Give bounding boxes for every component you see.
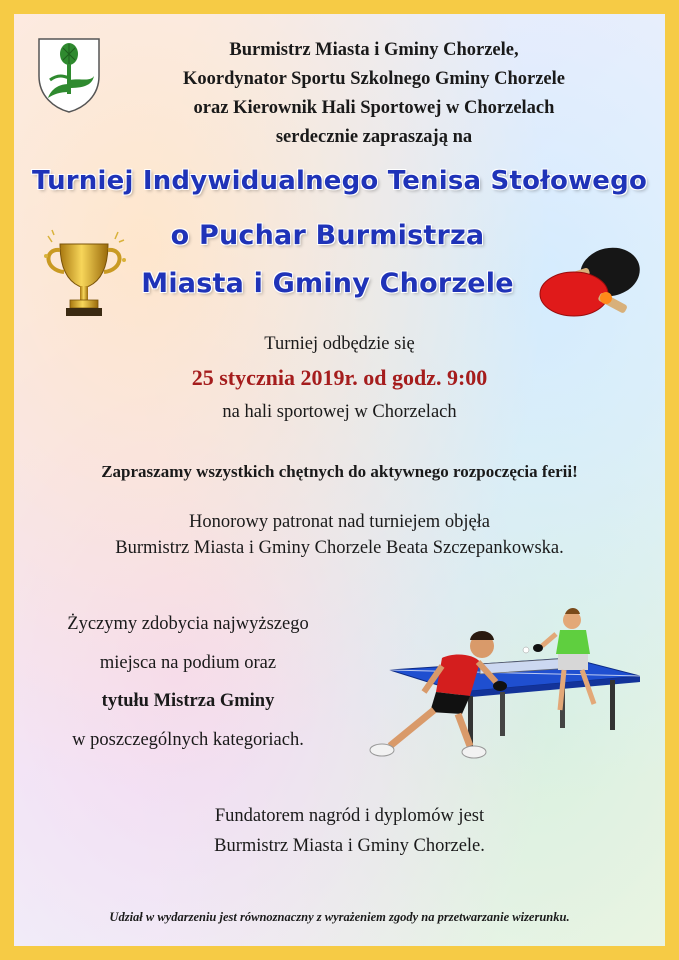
invite-text: Zapraszamy wszystkich chętnych do aktywnego rozpoczęcia ferii!: [101, 462, 578, 481]
title-line-1: Turniej Indywidualnego Tenisa Stołowego: [31, 166, 648, 196]
title-line-2: o Puchar Burmistrza: [170, 220, 485, 251]
title-line-3: Miasta i Gminy Chorzele: [141, 268, 514, 299]
patronage-line-2: Burmistrz Miasta i Gminy Chorzele Beata Szczepankowska.: [115, 538, 564, 558]
wishes-line-1: Życzymy zdobycia najwyższego: [67, 614, 309, 634]
trophy-icon: [38, 226, 130, 322]
footer-consent-note: Udział w wydarzeniu jest równoznaczny z wyrażeniem zgody na przetwarzanie wizerunku.: [109, 910, 570, 924]
ping-pong-paddles-icon: [534, 240, 646, 324]
sponsor-line-2: Burmistrz Miasta i Gminy Chorzele.: [214, 836, 485, 856]
header-line-2: Koordynator Sportu Szkolnego Gminy Chorzele: [183, 69, 565, 89]
header-line-3: oraz Kierownik Hali Sportowej w Chorzelach: [193, 98, 555, 118]
table-tennis-players-illustration: [350, 596, 640, 766]
patronage-line-1: Honorowy patronat nad turniejem objęła: [188, 512, 491, 532]
header-line-1: Burmistrz Miasta i Gminy Chorzele,: [229, 40, 519, 60]
sponsor-line-1: Fundatorem nagród i dyplomów jest: [214, 806, 485, 826]
wishes-line-3: tytułu Mistrza Gminy: [101, 691, 275, 711]
header-line-4: serdecznie zapraszają na: [275, 127, 473, 147]
event-intro: Turniej odbędzie się: [264, 334, 415, 354]
wishes-line-2: miejsca na podium oraz: [99, 653, 277, 673]
poster-background: [14, 14, 665, 946]
event-venue: na hali sportowej w Chorzelach: [222, 402, 457, 422]
event-date: 25 stycznia 2019r. od godz. 9:00: [191, 365, 488, 390]
wishes-line-4: w poszczególnych kategoriach.: [72, 730, 304, 750]
